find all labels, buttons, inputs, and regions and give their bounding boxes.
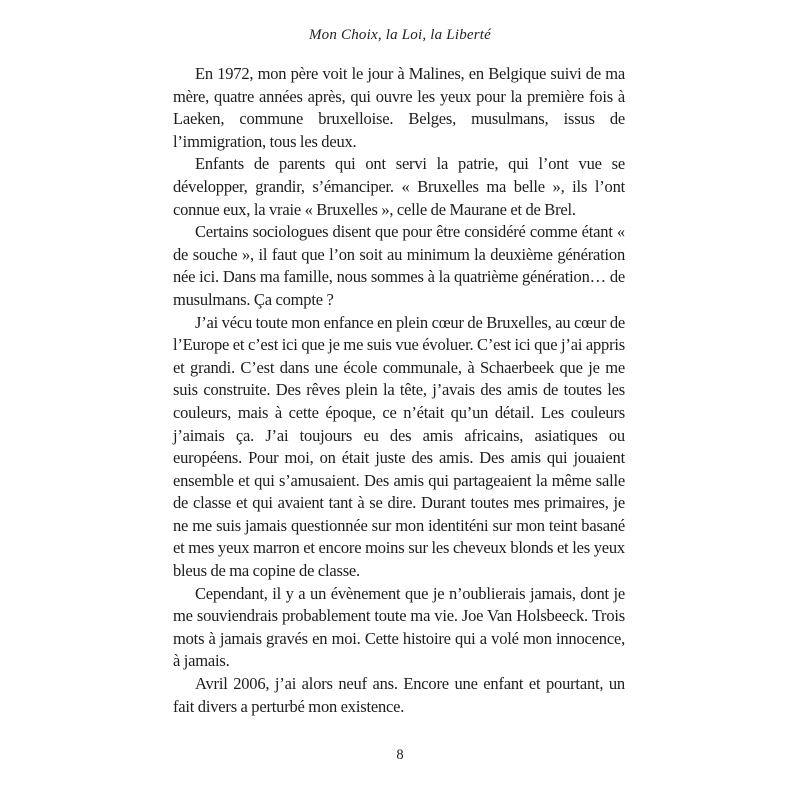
body-paragraph: En 1972, mon père voit le jour à Malines, en Belgique suivi de ma mère, quatre années après, qui ouvre les yeux pour la première fois à Laeken, commune bruxelloise. Belges, musulmans, issus de l’immigration, tous les deux.: [173, 64, 625, 151]
body-paragraph: Certains sociologues disent que pour être considéré comme étant « de souche », il faut que l’on soit au minimum la deuxième génération née ici. Dans ma famille, nous sommes à la quatrième génération… de musulmans. Ça compte ?: [173, 222, 625, 309]
body-paragraph: Enfants de parents qui ont servi la patrie, qui l’ont vue se développer, grandir, s’émanciper. « Bruxelles ma belle », ils l’ont connue eux, la vraie « Bruxelles », celle de Maurane et de Brel.: [173, 154, 625, 219]
body-paragraph: Cependant, il y a un évènement que je n’oublierais jamais, dont je me souviendrais probablement toute ma vie. Joe Van Holsbeeck. Trois mots à jamais gravés en moi. Cette histoire qui a volé mon innocence, à jamais.: [173, 583, 625, 671]
page-number: 8: [396, 747, 404, 763]
running-title: Mon Choix, la Loi, la Liberté: [308, 27, 492, 43]
page-body: [173, 63, 625, 718]
body-paragraph: Avril 2006, j’ai alors neuf ans. Encore une enfant et pourtant, un fait divers a perturbé mon existence.: [173, 674, 625, 716]
body-paragraph: J’ai vécu toute mon enfance en plein cœur de Bruxelles, au cœur de l’Europe et c’est ici que je me suis vue évoluer. C’est ici que j’ai appris et grandi. C’est dans une école communale, à Schaerbeek que je me suis construite. Des rêves plein la tête, j’avais des amis de toutes les couleurs, mais à cette époque, ce n’était qu’un détail. Les couleurs j’aimais ça. J’ai toujours eu des amis africains, asiatiques ou européens. Pour moi, on était juste des amis. Des amis qui jouaient ensemble et qui s’amusaient. Des amis qui partageaient la même salle de classe et qui avaient tant à se dire. Durant toutes mes primaires, je ne me suis jamais questionnée sur mon identiténi sur mon teint basané et mes yeux marron et encore moins sur les cheveux blonds et les yeux bleus de ma copine de classe.: [173, 312, 625, 581]
